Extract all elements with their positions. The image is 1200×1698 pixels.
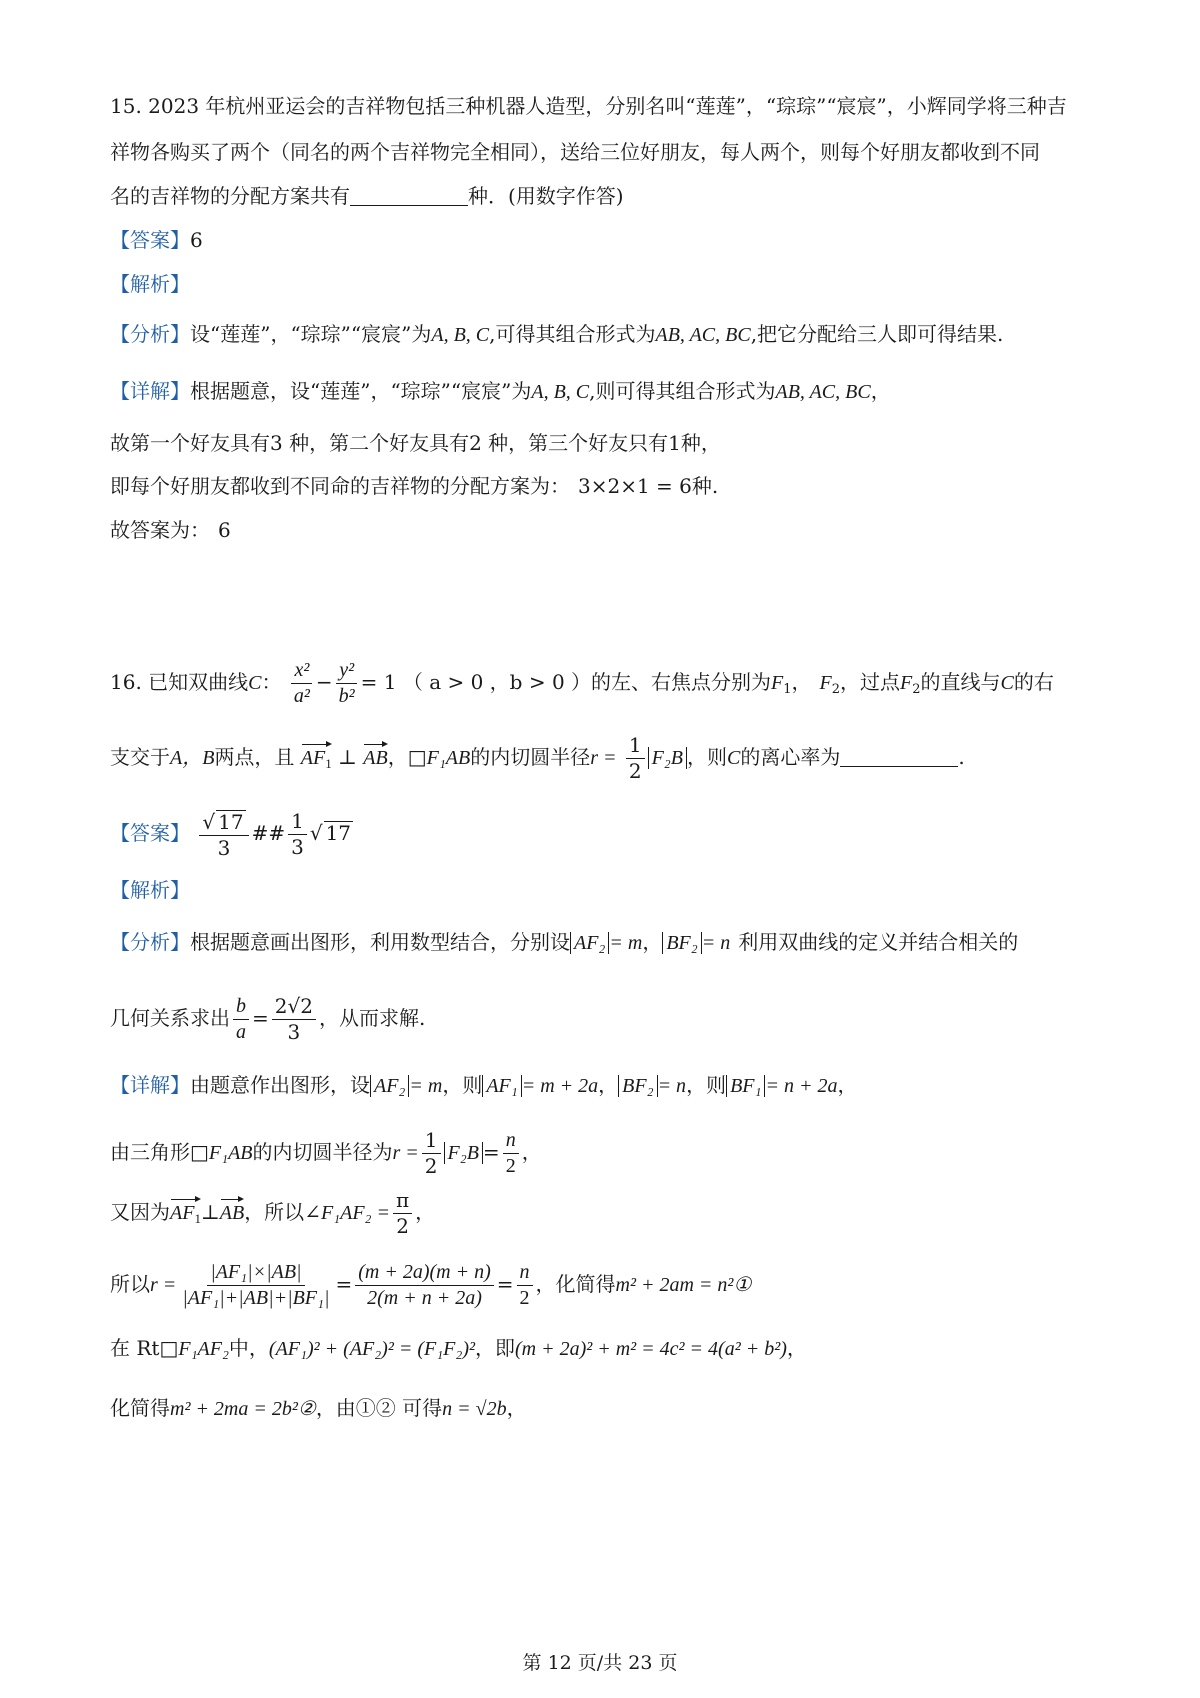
q16-title-1: 16. 已知双曲线C： $\frac{\text{x²}}{\text{a²}}$ − $\frac{\text{y²}}{\text{b²}}$ = 1 （ a > 0 ，b > 0 ）的左、右焦点分别为$F_1$， $F_2$，过点$F_2$的直线与C的右 bbox=[110, 659, 1054, 707]
q15-line-2: 祥物各购买了两个（同名的两个吉祥物完全相同），送给三位好朋友，每人两个，则每个好朋友都收到不同 bbox=[110, 140, 1040, 164]
q16-fenxi-2: 几何关系求出 $\frac{b}{a}$ = $\frac{2√2}{3}$ ，从而求解. bbox=[110, 994, 426, 1044]
answer-blank bbox=[840, 766, 958, 767]
jiexi-tag: 【解析】 bbox=[110, 272, 190, 296]
q16-jiexi: 【解析】 bbox=[110, 878, 190, 902]
q16-fenxi-1: 【分析】根据题意画出图形，利用数型结合，分别设 AF₂ = m， BF₂ = n 利用双曲线的定义并结合相关的 bbox=[110, 930, 1019, 954]
q15-fenxi: 【分析】设“莲莲”，“琮琮”“宸宸”为A, B, C,可得其组合形式为AB, AC, BC,把它分配给三人即可得结果. bbox=[110, 322, 1004, 346]
vector-AF1: $AF_1$ bbox=[301, 744, 332, 770]
q16-xiangjie-4: 所以r = $\frac{\text{|AF₁|×|AB|}}{\text{|AF₁|+|AB|+|BF₁|}}$ = $\frac{(m + 2a)(m + n)}{2(m + n + 2a)}$ = $\frac{n}{2}$ ，化简得m² + 2am = n²① bbox=[110, 1261, 752, 1309]
answer-blank bbox=[350, 205, 468, 206]
q15-line-1: 15. 2023 年杭州亚运会的吉祥物包括三种机器人造型，分别名叫“莲莲”，“琮琮”“宸宸”，小辉同学将三种吉 bbox=[110, 94, 1067, 118]
q15-line-3: 名的吉祥物的分配方案共有 种．(用数字作答) bbox=[110, 184, 624, 208]
fraction-y2-b2: $\frac{\text{y²}}{\text{b²}}$ bbox=[336, 660, 358, 707]
answer-fraction-sqrt17-3: $\frac{√ 17}{3}$ bbox=[199, 810, 248, 859]
vector-AB: AB bbox=[363, 744, 387, 768]
q16-title-2: 支交于A，B两点，且 $AF_1$ ⊥ AB，□F₁AB的内切圆半径r = $\frac{1}{2}$ F₂B ，则C的离心率为 . bbox=[110, 733, 965, 783]
q16-answer: 【答案】 $\frac{√ 17}{3}$ ## $\frac{1}{3}$ √ 17 bbox=[110, 809, 352, 860]
page-number-footer: 第 12 页/共 23 页 bbox=[522, 1652, 678, 1674]
answer-value: 6 bbox=[190, 228, 203, 252]
q16-xiangjie-2: 由三角形□F₁AB的内切圆半径为r = $\frac{1}{2}$ F₂B = $\frac{n}{2}$ ， bbox=[110, 1128, 542, 1178]
q15-line-a: 故第一个好友具有3 种，第二个好友具有2 种，第三个好友只有1种， bbox=[110, 431, 721, 455]
q16-xiangjie-5: 在 Rt□F₁AF₂中，(AF₁)² + (AF₂)² = (F₁F₂)²，即(m + 2a)² + m² = 4c² = 4(a² + b²)， bbox=[110, 1336, 807, 1360]
q16-xiangjie-3: 又因为$AF_1\perp AB$，所以∠F₁AF₂ = $\frac{\pi}{2}$ ， bbox=[110, 1188, 436, 1238]
q15-jiexi bbox=[110, 274, 190, 294]
q16-xiangjie-6: 化简得m² + 2ma = 2b²②，由①② 可得n = √2b， bbox=[110, 1396, 527, 1420]
answer-tag: 【答案】 bbox=[110, 228, 190, 252]
q15-line-b: 即每个好朋友都收到不同命的吉祥物的分配方案为： 3×2×1 = 6种. bbox=[110, 474, 719, 498]
fraction-half: $\frac{1}{2}$ bbox=[626, 735, 645, 782]
fraction-x2-a2: $\frac{\text{x²}}{\text{a²}}$ bbox=[291, 660, 313, 707]
q15-line-c: 故答案为： 6 bbox=[110, 518, 231, 542]
q16-xiangjie-1: 【详解】由题意作出图形，设 AF₂ = m，则 AF₁ = m + 2a， BF₂ = n，则 BF₁ = n + 2a， bbox=[110, 1073, 858, 1097]
answer-fraction-1-3: $\frac{1}{3}$ bbox=[288, 811, 307, 858]
q15-xiangjie: 【详解】根据题意，设“莲莲”，“琮琮”“宸宸”为A, B, C,则可得其组合形式为AB, AC, BC， bbox=[110, 379, 891, 403]
q15-answer bbox=[110, 230, 203, 250]
